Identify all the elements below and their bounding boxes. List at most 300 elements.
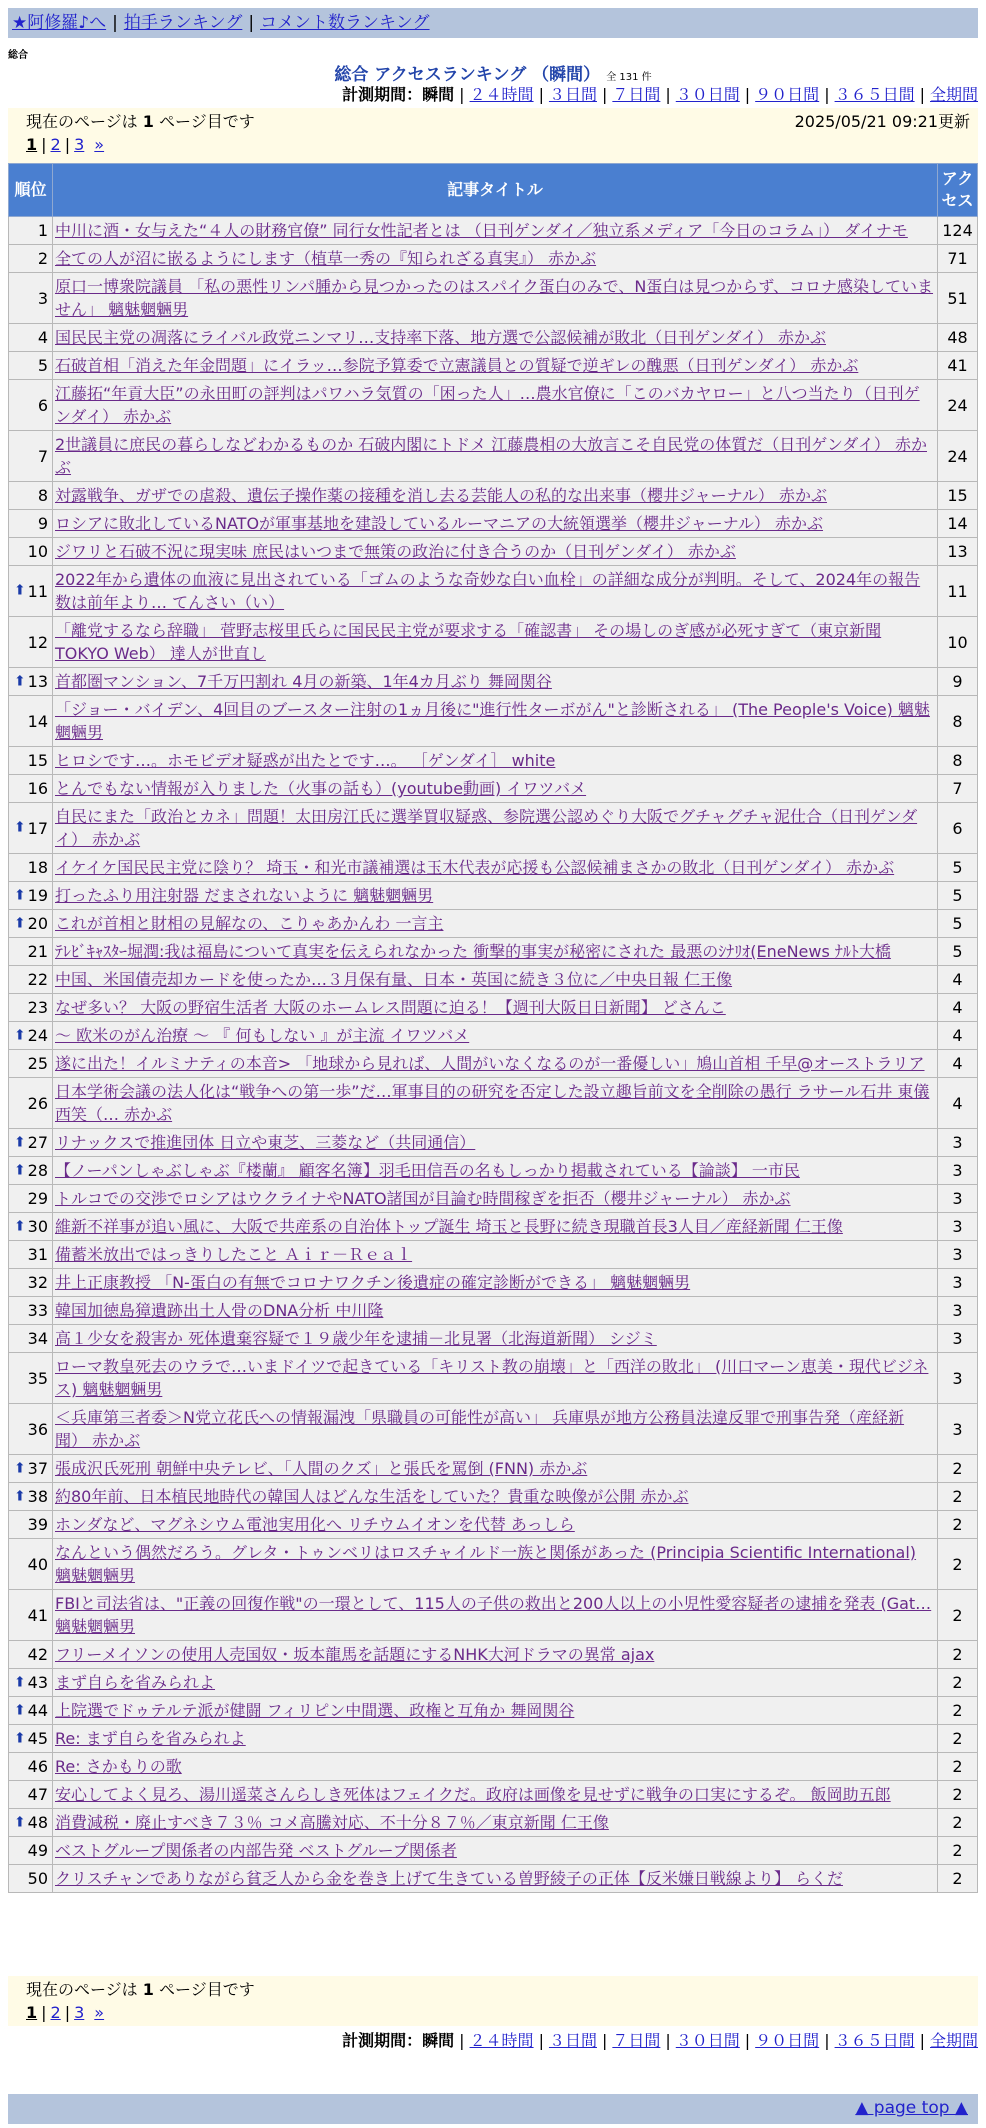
current-page-number: 1: [142, 1980, 154, 1999]
title-cell: [53, 1241, 938, 1269]
arrow-up-icon: ⬆: [14, 1730, 26, 1746]
article-link[interactable]: 日本学術会議の法人化は“戦争への第一歩”だ…軍事目的の研究を否定した設立趣旨前文を全削除の愚行 ラサール石井 東儀西笑（… 赤かぶ: [55, 1082, 930, 1124]
period-separator: |: [824, 2031, 830, 2050]
article-link[interactable]: FBIと司法省は、"正義の回復作戦"の一環として、115人の子供の救出と200人以上の小児性愛容疑者の逮捕を発表 (Gat… 魑魅魍魎男: [55, 1594, 932, 1636]
article-link[interactable]: 張成沢氏死刑 朝鮮中央テレビ、「人間のクズ」と張氏を罵倒 (FNN) 赤かぶ: [55, 1459, 588, 1478]
home-link[interactable]: ★阿修羅♪へ: [12, 13, 107, 33]
table-row: [9, 747, 978, 775]
rank-number: 4: [37, 328, 48, 347]
article-link[interactable]: 「離党するなら辞職」 菅野志桜里氏らに国民民主党が要求する「確認書」 その場しのぎ感が必死すぎて（東京新聞 TOKYO Web） 達人が世直し: [55, 621, 882, 663]
rank-number: 6: [37, 395, 48, 415]
total-count: 全 131 件: [606, 72, 652, 83]
access-count: 4: [938, 1050, 978, 1078]
rank-cell: [9, 1269, 53, 1297]
rank-cell: [9, 775, 53, 803]
table-row: [9, 352, 978, 380]
article-link[interactable]: 井上正康教授 「N-蛋白の有無でコロナワクチン後遺症の確定診断ができる」 魑魅魍魎男: [55, 1273, 691, 1292]
article-link[interactable]: 江藤拓“年貢大臣”の永田町の評判はパワハラ気質の「困った人」…農水官僚に「このバカヤロー」と八つ当たり（日刊ゲンダイ） 赤かぶ: [55, 384, 920, 426]
table-row: [9, 1185, 978, 1213]
access-count: 2: [938, 1539, 978, 1590]
table-row: [9, 1325, 978, 1353]
article-link[interactable]: トルコでの交渉でロシアはウクライナやNATO諸国が目論む時間稼ぎを拒否（櫻井ジャーナル） 赤かぶ: [55, 1189, 791, 1208]
rank-cell: [9, 1325, 53, 1353]
access-count: 3: [938, 1404, 978, 1455]
access-count: 2: [938, 1590, 978, 1641]
article-link[interactable]: 首都圏マンション、7千万円割れ 4月の新築、1年4カ月ぶり 舞岡関谷: [55, 672, 552, 691]
title-cell: [53, 994, 938, 1022]
title-cell: [53, 273, 938, 324]
rank-cell: [9, 245, 53, 273]
table-row: [9, 1157, 978, 1185]
rank-number: 41: [27, 1605, 48, 1625]
arrow-up-icon: ⬆: [14, 673, 26, 689]
access-count: 5: [938, 882, 978, 910]
page-link-3[interactable]: 3: [74, 2003, 85, 2022]
table-header-row: [9, 164, 978, 217]
table-row: [9, 538, 978, 566]
period-link[interactable]: ３日間: [548, 2031, 597, 2050]
access-count: 5: [938, 854, 978, 882]
article-link[interactable]: 打ったふり用注射器 だまされないように 魑魅魍魎男: [55, 886, 434, 905]
access-count: 3: [938, 1353, 978, 1404]
period-link[interactable]: ３６５日間: [834, 2031, 915, 2050]
period-separator: |: [665, 2031, 671, 2050]
access-count: 2: [938, 1781, 978, 1809]
rank-number: 36: [27, 1419, 48, 1439]
rank-cell: [9, 380, 53, 431]
rank-number: 43: [27, 1673, 48, 1692]
table-row: [9, 217, 978, 245]
table-row: [9, 273, 978, 324]
table-row: [9, 938, 978, 966]
table-row: [9, 1539, 978, 1590]
rank-cell: [9, 1697, 53, 1725]
rank-cell: [9, 1865, 53, 1893]
rank-number: 1: [37, 221, 48, 240]
arrow-up-icon: ⬆: [14, 1460, 26, 1476]
table-row: [9, 1781, 978, 1809]
table-row: [9, 1837, 978, 1865]
period-link[interactable]: 全期間: [929, 85, 978, 104]
table-row: [9, 1078, 978, 1129]
article-link[interactable]: 備蓄米放出ではっきりしたこと Ａｉｒ－Ｒｅａｌ: [55, 1245, 413, 1264]
title-cell: [53, 482, 938, 510]
article-link[interactable]: 約80年前、日本植民地時代の韓国人はどんな生活をしていた？貴重な映像が公開 赤かぶ: [55, 1487, 689, 1506]
period-label: 計測期間：: [342, 2031, 423, 2050]
table-row: [9, 1269, 978, 1297]
page-link-2[interactable]: 2: [50, 135, 61, 154]
access-count: 13: [938, 538, 978, 566]
nav-separator: |: [248, 13, 255, 33]
article-link[interactable]: ロシアに敗北しているNATOが軍事基地を建設しているルーマニアの大統領選挙（櫻井ジャーナル） 赤かぶ: [55, 514, 824, 533]
period-link[interactable]: ２４時間: [469, 2031, 534, 2050]
title-cell: [53, 1353, 938, 1404]
rank-number: 22: [27, 970, 48, 989]
rank-number: 33: [27, 1301, 48, 1320]
rank-cell: [9, 910, 53, 938]
access-count: 14: [938, 510, 978, 538]
access-count: 51: [938, 273, 978, 324]
title-cell: [53, 1837, 938, 1865]
access-count: 4: [938, 966, 978, 994]
pagination: [26, 133, 968, 156]
pagination: [26, 2001, 968, 2024]
period-separator: |: [665, 85, 671, 104]
article-link[interactable]: 安心してよく見ろ、湯川遥菜さんらしき死体はフェイクだ。政府は画像を見せずに戦争の口実にするぞ。 飯岡助五郎: [55, 1785, 891, 1804]
current-page-text: 現在のページは: [26, 1980, 138, 1999]
table-row: [9, 1641, 978, 1669]
page-separator: |: [64, 2003, 71, 2022]
rank-cell: [9, 1241, 53, 1269]
period-link[interactable]: ９０日間: [755, 85, 820, 104]
title-cell: [53, 747, 938, 775]
title-cell: [53, 1078, 938, 1129]
table-row: [9, 510, 978, 538]
article-link[interactable]: 原口一博衆院議員 「私の悪性リンパ腫から見つかったのはスパイク蛋白のみで、N蛋白は見つからず、コロナ感染していません」 魑魅魍魎男: [55, 277, 934, 319]
article-link[interactable]: 2022年から遺体の血液に見出されている「ゴムのような奇妙な白い血栓」の詳細な成分が判明。そして、2024年の報告数は前年より… てんさい（い）: [55, 570, 921, 612]
table-row: [9, 696, 978, 747]
arrow-up-icon: ⬆: [14, 915, 26, 931]
article-link[interactable]: 石破首相「消えた年金問題」にイラッ…参院予算委で立憲議員との質疑で逆ギレの醜悪（日刊ゲンダイ） 赤かぶ: [55, 356, 859, 375]
rank-number: 11: [27, 581, 48, 601]
rank-number: 35: [27, 1368, 48, 1388]
rank-cell: [9, 1837, 53, 1865]
table-row: [9, 1753, 978, 1781]
title-cell: [53, 775, 938, 803]
rank-cell: [9, 482, 53, 510]
rank-number: 31: [27, 1245, 48, 1264]
access-count: 6: [938, 803, 978, 854]
rank-number: 30: [27, 1217, 48, 1236]
table-row: [9, 1669, 978, 1697]
article-link[interactable]: 上院選でドゥテルテ派が健闘 フィリピン中間選、政権と互角か 舞岡関谷: [55, 1701, 575, 1720]
article-link[interactable]: 遂に出た！イルミナティの本音> 「地球から見れば、人間がいなくなるのが一番優しい」鳩山首相 千早@オーストラリア: [55, 1054, 925, 1073]
rank-cell: [9, 994, 53, 1022]
table-row: [9, 482, 978, 510]
article-link[interactable]: 高１少女を殺害か 死体遺棄容疑で１９歳少年を逮捕－北見署（北海道新聞） シジミ: [55, 1329, 657, 1348]
title-cell: [53, 882, 938, 910]
current-page-text: 現在のページは: [26, 112, 138, 131]
arrow-up-icon: ⬆: [14, 1027, 26, 1043]
title-cell: [53, 380, 938, 431]
comment-ranking-link[interactable]: コメント数ランキング: [260, 13, 430, 33]
rank-cell: [9, 431, 53, 482]
title-cell: [53, 1753, 938, 1781]
rank-cell: [9, 1353, 53, 1404]
rank-number: 25: [27, 1054, 48, 1073]
rank-cell: [9, 510, 53, 538]
title-cell: [53, 510, 938, 538]
rank-number: 2: [37, 249, 48, 268]
table-row: [9, 1697, 978, 1725]
page-separator: |: [64, 135, 71, 154]
title-cell: [53, 854, 938, 882]
next-page-link[interactable]: »: [94, 2003, 105, 2022]
paging-box-bottom: [8, 1976, 978, 2026]
rank-cell: [9, 1297, 53, 1325]
article-link[interactable]: ローマ教皇死去のウラで…いまドイツで起きている「キリスト教の崩壊」と「西洋の敗北」 (川口マーン恵美・現代ビジネス) 魑魅魍魎男: [55, 1357, 929, 1399]
article-link[interactable]: 全ての人が沼に嵌るようにします（植草一秀の『知られざる真実』） 赤かぶ: [55, 249, 597, 268]
rank-number: 27: [27, 1133, 48, 1152]
article-link[interactable]: ﾃﾚﾋﾞｷｬｽﾀｰ堀潤:我は福島について真実を伝えられなかった 衝撃的事実が秘密にされた 最悪のｼﾅﾘｵ(EneNews ﾅﾙﾄ大橋: [55, 942, 891, 961]
title-cell: [53, 1325, 938, 1353]
rank-number: 15: [27, 751, 48, 770]
article-link[interactable]: これが首相と財相の見解なの、こりゃあかんわ 一言主: [55, 914, 444, 933]
title-cell: [53, 1483, 938, 1511]
article-link[interactable]: 対露戦争、ガザでの虐殺、遺伝子操作薬の接種を消し去る芸能人の私的な出来事（櫻井ジャーナル） 赤かぶ: [55, 486, 827, 505]
arrow-up-icon: ⬆: [14, 1488, 26, 1504]
article-link[interactable]: まず自らを省みられよ: [55, 1673, 216, 1692]
period-link[interactable]: ３６５日間: [834, 85, 915, 104]
rank-number: 20: [27, 914, 48, 933]
current-page-text: ページ目です: [159, 1980, 255, 1999]
access-count: 15: [938, 482, 978, 510]
access-count: 11: [938, 566, 978, 617]
rank-number: 44: [27, 1701, 48, 1720]
rank-number: 34: [27, 1329, 48, 1348]
period-separator: |: [459, 2031, 465, 2050]
access-count: 48: [938, 324, 978, 352]
page-separator: |: [41, 2003, 47, 2022]
rank-number: 29: [27, 1189, 48, 1208]
rank-cell: [9, 217, 53, 245]
table-row: [9, 380, 978, 431]
title-cell: [53, 1297, 938, 1325]
rank-number: 16: [27, 779, 48, 798]
article-link[interactable]: とんでもない情報が入りました（火事の話も）(youtube動画) イワツバメ: [55, 779, 587, 798]
access-count: 124: [938, 217, 978, 245]
page-current: 1: [26, 135, 38, 154]
rank-cell: [9, 1185, 53, 1213]
arrow-up-icon: ⬆: [14, 887, 26, 903]
article-link[interactable]: 国民民主党の凋落にライバル政党ニンマリ…支持率下落、地方選で公認候補が敗北（日刊ゲンダイ） 赤かぶ: [55, 328, 827, 347]
title-cell: [53, 1865, 938, 1893]
table-row: [9, 775, 978, 803]
table-row: [9, 994, 978, 1022]
updated-timestamp: 2025/05/21 09:21更新: [794, 112, 970, 131]
table-row: [9, 882, 978, 910]
rank-number: 5: [37, 356, 48, 375]
period-link[interactable]: ３日間: [548, 85, 597, 104]
rank-number: 19: [27, 886, 48, 905]
rank-cell: [9, 1157, 53, 1185]
period-link[interactable]: 全期間: [929, 2031, 978, 2050]
title-cell: [53, 324, 938, 352]
rank-cell: [9, 273, 53, 324]
rank-cell: [9, 747, 53, 775]
article-link[interactable]: ホンダなど、マグネシウム電池実用化へ リチウムイオンを代替 あっしら: [55, 1515, 575, 1534]
article-link[interactable]: フリーメイソンの使用人売国奴・坂本龍馬を話題にするNHK大河ドラマの異常 ajax: [55, 1645, 655, 1664]
table-row: [9, 324, 978, 352]
rank-cell: [9, 1078, 53, 1129]
table-row: [9, 803, 978, 854]
page-top-link[interactable]: ▲ page top ▲: [855, 2098, 968, 2118]
table-row: [9, 1483, 978, 1511]
title-cell: [53, 1404, 938, 1455]
article-link[interactable]: Re: さかもりの歌: [55, 1757, 182, 1776]
page-title-row: [0, 60, 986, 85]
period-selector-top: [342, 84, 978, 106]
arrow-up-icon: ⬆: [14, 582, 26, 599]
period-link[interactable]: ７日間: [612, 85, 661, 104]
rank-number: 48: [27, 1813, 48, 1832]
period-link[interactable]: ３０日間: [675, 85, 740, 104]
arrow-up-icon: ⬆: [14, 1162, 26, 1178]
rank-number: 3: [37, 288, 48, 308]
top-nav: [8, 8, 978, 38]
rank-cell: [9, 803, 53, 854]
access-count: 7: [938, 775, 978, 803]
rank-cell: [9, 1590, 53, 1641]
access-count: 3: [938, 1185, 978, 1213]
table-row: [9, 1725, 978, 1753]
rank-cell: [9, 1539, 53, 1590]
table-row: [9, 1022, 978, 1050]
rank-cell: [9, 1725, 53, 1753]
article-link[interactable]: ～ 欧米のがん治療 ～ 『 何もしない 』が主流 イワツバメ: [55, 1026, 470, 1045]
rank-cell: [9, 1781, 53, 1809]
access-count: 3: [938, 1129, 978, 1157]
page-link-2[interactable]: 2: [50, 2003, 61, 2022]
period-separator: |: [601, 2031, 608, 2050]
title-cell: [53, 217, 938, 245]
article-link[interactable]: クリスチャンでありながら貧乏人から金を巻き上げて生きている曽野綾子の正体【反米嫌日戦線より】 らくだ: [55, 1869, 843, 1888]
period-link[interactable]: ９０日間: [755, 2031, 820, 2050]
article-link[interactable]: リナックスで推進団体 日立や東芝、三菱など（共同通信）: [55, 1133, 476, 1152]
nav-separator: |: [112, 13, 118, 33]
access-count: 2: [938, 1865, 978, 1893]
table-row: [9, 1353, 978, 1404]
article-link[interactable]: なんという偶然だろう。グレタ・トゥンベリはロスチャイルド一族と関係があった (Principia Scientific International) 魑魅魍魎男: [55, 1543, 917, 1585]
period-separator: |: [919, 2031, 925, 2050]
header-title: 記事タイトル: [53, 164, 938, 217]
article-link[interactable]: ベストグループ関係者の内部告発 ベストグループ関係者: [55, 1841, 457, 1860]
rank-number: 18: [27, 858, 48, 877]
table-row: [9, 1404, 978, 1455]
rank-number: 45: [27, 1729, 48, 1748]
rank-cell: [9, 882, 53, 910]
period-current: 瞬間: [422, 85, 455, 104]
rank-cell: [9, 1022, 53, 1050]
article-link[interactable]: 【ノーパンしゃぶしゃぶ『楼蘭』 顧客名簿】羽毛田信吾の名もしっかり掲載されている【論談】 一市民: [55, 1161, 800, 1180]
rank-cell: [9, 1641, 53, 1669]
rank-number: 9: [37, 514, 48, 533]
header-rank: 順位: [9, 164, 53, 217]
article-link[interactable]: なぜ多い？ 大阪の野宿生活者 大阪のホームレス問題に迫る！【週刊大阪日日新聞】 どさんこ: [55, 998, 726, 1017]
period-link[interactable]: ７日間: [612, 2031, 661, 2050]
rank-number: 12: [27, 632, 48, 652]
access-count: 3: [938, 1269, 978, 1297]
current-page-line: [26, 1978, 968, 2001]
rank-number: 8: [37, 486, 48, 505]
article-link[interactable]: ヒロシです…。ホモビデオ疑惑が出たとです…。 ［ゲンダイ］ white: [55, 751, 556, 770]
rank-cell: [9, 966, 53, 994]
period-separator: |: [744, 2031, 751, 2050]
period-separator: |: [459, 85, 465, 104]
access-count: 41: [938, 352, 978, 380]
rank-cell: [9, 352, 53, 380]
title-cell: [53, 1641, 938, 1669]
access-count: 8: [938, 696, 978, 747]
period-link[interactable]: ３０日間: [675, 2031, 740, 2050]
access-count: 2: [938, 1511, 978, 1539]
article-link[interactable]: イケイケ国民民主党に陰り？ 埼玉・和光市議補選は玉木代表が応援も公認候補まさかの敗北（日刊ゲンダイ） 赤かぶ: [55, 858, 895, 877]
article-link[interactable]: 韓国加徳島獐遺跡出土人骨のDNA分析 中川隆: [55, 1301, 384, 1320]
article-link[interactable]: 消費減税・廃止すべき７３％ コメ高騰対応、不十分８７％／東京新聞 仁王像: [55, 1813, 609, 1832]
table-row: [9, 1865, 978, 1893]
access-count: 3: [938, 1241, 978, 1269]
access-count: 2: [938, 1725, 978, 1753]
rank-cell: [9, 668, 53, 696]
rank-number: 13: [27, 672, 48, 691]
period-current: 瞬間: [422, 2031, 455, 2050]
rank-number: 38: [27, 1487, 48, 1506]
title-cell: [53, 938, 938, 966]
rank-cell: [9, 696, 53, 747]
access-count: 4: [938, 1078, 978, 1129]
access-count: 2: [938, 1809, 978, 1837]
title-cell: [53, 617, 938, 668]
period-label: 計測期間：: [342, 85, 423, 104]
rank-cell: [9, 1455, 53, 1483]
article-link[interactable]: 中川に酒・女与えた“４人の財務官僚” 同行女性記者とは （日刊ゲンダイ／独立系メディア「今日のコラム」） ダイナモ: [55, 221, 908, 240]
article-link[interactable]: 中国、米国債売却カードを使ったか…３月保有量、日本・英国に続き３位に／中央日報 仁王像: [55, 970, 733, 989]
article-link[interactable]: ＜兵庫第三者委＞N党立花氏への情報漏洩「県職員の可能性が高い」 兵庫県が地方公務員法違反罪で刑事告発（産経新聞） 赤かぶ: [55, 1408, 905, 1450]
rank-number: 17: [27, 818, 48, 838]
article-link[interactable]: Re: まず自らを省みられよ: [55, 1729, 246, 1748]
access-count: 2: [938, 1837, 978, 1865]
next-page-link[interactable]: »: [94, 135, 105, 154]
title-cell: [53, 1157, 938, 1185]
clap-ranking-link[interactable]: 拍手ランキング: [123, 13, 243, 33]
current-page-text: ページ目です: [159, 112, 255, 131]
rank-number: 7: [37, 446, 48, 466]
rank-number: 23: [27, 998, 48, 1017]
ranking-table-body: [9, 217, 978, 1893]
title-cell: [53, 1781, 938, 1809]
rank-cell: [9, 566, 53, 617]
arrow-up-icon: ⬆: [14, 1134, 26, 1150]
rank-cell: [9, 1129, 53, 1157]
article-link[interactable]: 2世議員に庶民の暮らしなどわかるものか 石破内閣にトドメ 江藤農相の大放言こそ自民党の体質だ（日刊ゲンダイ） 赤かぶ: [55, 435, 927, 477]
period-link[interactable]: ２４時間: [469, 85, 534, 104]
paging-box-top: [8, 108, 978, 163]
article-link[interactable]: 「ジョー・バイデン、4回目のブースター注射の1ヵ月後に"進行性ターボがん"と診断される」 (The People's Voice) 魑魅魍魎男: [55, 700, 930, 742]
access-count: 5: [938, 938, 978, 966]
table-row: [9, 1129, 978, 1157]
page-separator: |: [41, 135, 47, 154]
rank-cell: [9, 1404, 53, 1455]
page-link-3[interactable]: 3: [74, 135, 85, 154]
title-cell: [53, 668, 938, 696]
title-cell: [53, 1809, 938, 1837]
article-link[interactable]: ジワリと石破不況に現実味 庶民はいつまで無策の政治に付き合うのか（日刊ゲンダイ） 赤かぶ: [55, 542, 736, 561]
title-cell: [53, 1269, 938, 1297]
rank-cell: [9, 854, 53, 882]
table-row: [9, 1241, 978, 1269]
article-link[interactable]: 自民にまた「政治とカネ」問題！太田房江氏に選挙買収疑惑、参院選公認めぐり大阪でグチャグチャ泥仕合（日刊ゲンダイ） 赤かぶ: [55, 807, 918, 849]
access-count: 2: [938, 1669, 978, 1697]
period-separator: |: [919, 85, 925, 104]
table-row: [9, 1809, 978, 1837]
ranking-table: [8, 163, 978, 1893]
rank-number: 46: [27, 1757, 48, 1776]
article-link[interactable]: 維新不祥事が追い風に、大阪で共産系の自治体トップ誕生 埼玉と長野に続き現職首長3人目／産経新聞 仁王像: [55, 1217, 843, 1236]
page-current: 1: [26, 2003, 38, 2022]
title-cell: [53, 1455, 938, 1483]
table-row: [9, 1050, 978, 1078]
header-access: アクセス: [938, 164, 978, 217]
